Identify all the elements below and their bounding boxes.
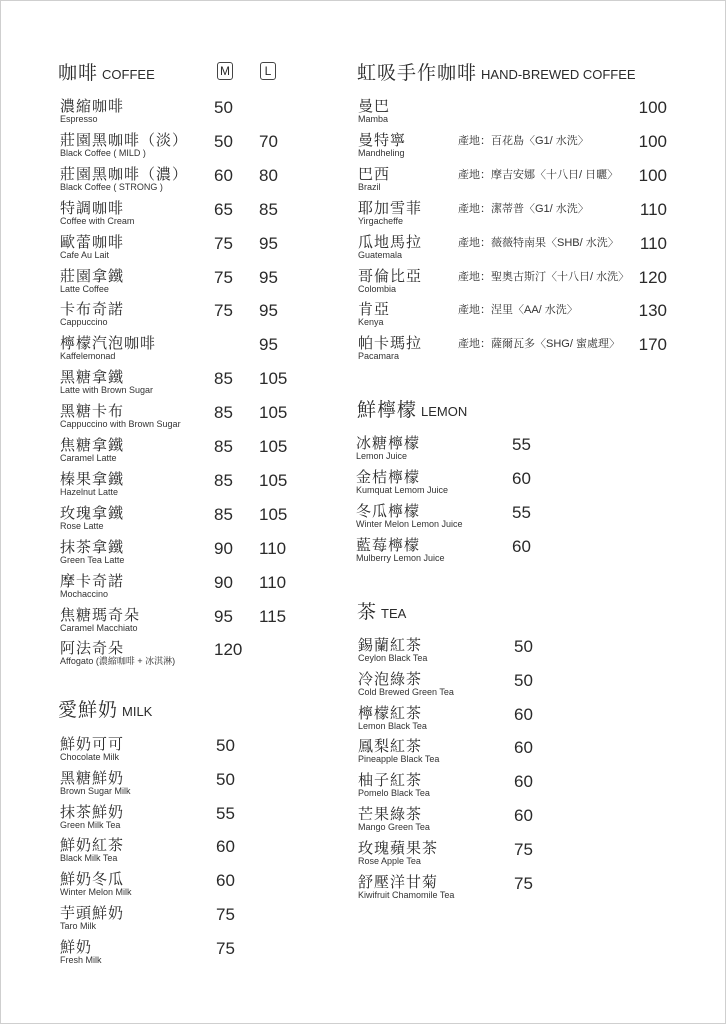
item-price: 100: [638, 131, 667, 151]
menu-item: [60, 268, 124, 295]
item-name-zh: 肯亞: [358, 300, 391, 319]
item-name-en: Affogato (濃縮咖啡 + 冰淇淋): [60, 656, 176, 667]
item-name-en: Latte Coffee: [60, 283, 109, 294]
price-medium: 85: [214, 369, 233, 389]
menu-item: [358, 637, 427, 664]
item-name-zh: 卡布奇諾: [60, 300, 125, 319]
item-price: 60: [514, 806, 533, 825]
item-name-en: Mulberry Lemon Juice: [356, 553, 445, 563]
menu-item: [358, 738, 439, 765]
menu-item: [358, 705, 427, 732]
item-price: 55: [216, 803, 235, 823]
item-name-en: Hazelnut Latte: [60, 486, 119, 497]
item-name-zh: 帕卡瑪拉: [358, 334, 423, 353]
menu-item: [358, 874, 454, 901]
handbrew-section-title: [357, 58, 636, 85]
item-price: 60: [216, 871, 235, 891]
menu-item: [60, 573, 124, 600]
item-price: 50: [514, 670, 533, 690]
price-medium: 90: [214, 538, 233, 558]
item-name-en: Kenya: [358, 317, 384, 328]
menu-item: [358, 301, 390, 328]
item-name-zh: 莊園拿鐵: [60, 266, 125, 285]
price-medium: 50: [214, 98, 233, 117]
item-price: 50: [216, 769, 235, 789]
item-name-zh: 摩卡奇諾: [60, 571, 125, 590]
price-medium: 95: [214, 606, 233, 626]
item-name-zh: 阿法奇朵: [60, 639, 125, 658]
item-name-en: Brown Sugar Milk: [60, 785, 131, 796]
milk-title-en: MILK: [122, 704, 153, 719]
menu-item: [358, 268, 422, 295]
price-medium: 75: [214, 267, 233, 287]
price-large: 105: [259, 504, 288, 524]
item-name-en: Brazil: [358, 181, 381, 192]
item-origin: 產地：聖奧古斯汀〈十八日/ 水洗〉: [458, 270, 630, 283]
menu-item: [356, 537, 445, 564]
item-name-en: Cold Brewed Green Tea: [358, 686, 454, 697]
item-name-en: Rose Latte: [60, 520, 104, 531]
price-large: 95: [259, 335, 278, 355]
item-name-zh: 藍莓檸檬: [356, 536, 421, 554]
menu-item: [358, 806, 430, 833]
item-origin: 產地：薇薇特南果〈SHB/ 水洗〉: [458, 236, 619, 249]
item-price: 75: [514, 839, 533, 859]
item-price: 120: [638, 267, 667, 287]
item-name-en: Kumquat Lemom Juice: [356, 485, 449, 495]
menu-item: [60, 837, 124, 864]
item-name-en: Cafe Au Lait: [60, 249, 110, 260]
item-name-en: Latte with Brown Sugar: [60, 385, 154, 396]
price-medium: 85: [214, 403, 233, 423]
item-name-en: Guatemala: [358, 249, 403, 260]
item-name-zh: 抹茶拿鐵: [60, 537, 125, 556]
item-name-zh: 黑糖鮮奶: [60, 768, 125, 787]
menu-item: [358, 132, 406, 159]
item-name-zh: 鮮奶冬瓜: [60, 870, 125, 889]
menu-item: [60, 200, 134, 227]
item-price: 130: [638, 301, 667, 321]
item-name-en: Green Milk Tea: [60, 819, 121, 830]
item-name-en: Green Tea Latte: [60, 554, 125, 565]
lemon-title-en: LEMON: [421, 404, 468, 419]
item-name-en: Kiwifruit Chamomile Tea: [358, 889, 455, 900]
tea-section-title: [357, 597, 406, 624]
price-large: 70: [259, 131, 278, 151]
price-medium: 90: [214, 572, 233, 592]
price-medium: 85: [214, 437, 233, 456]
lemon-section-title: [357, 395, 467, 422]
item-name-en: Winter Melon Lemon Juice: [356, 519, 463, 529]
handbrew-title-en: HAND-BREWED COFFEE: [481, 67, 636, 82]
price-medium: 65: [214, 199, 233, 219]
item-name-zh: 曼巴: [358, 97, 391, 115]
milk-section-title: [58, 695, 152, 722]
item-price: 75: [216, 905, 235, 924]
item-name-zh: 瓜地馬拉: [358, 232, 423, 251]
menu-item: [60, 640, 175, 667]
item-name-zh: 特調咖啡: [60, 198, 125, 217]
menu-item: [358, 772, 430, 799]
menu-item: [60, 234, 124, 261]
item-name-zh: 歐蕾咖啡: [60, 232, 125, 251]
price-large: 105: [259, 403, 288, 423]
item-name-en: Caramel Macchiato: [60, 622, 138, 633]
menu-item: [60, 736, 124, 763]
menu-item: [356, 435, 420, 462]
menu-item: [358, 234, 422, 261]
item-price: 110: [639, 233, 667, 253]
item-name-en: Winter Melon Milk: [60, 887, 132, 898]
price-large: 105: [259, 470, 288, 490]
menu-item: [60, 939, 102, 966]
menu-item: [358, 335, 422, 362]
item-name-en: Fresh Milk: [60, 954, 102, 965]
item-name-zh: 巴西: [358, 164, 391, 183]
menu-item: [60, 471, 124, 498]
item-price: 75: [216, 938, 235, 958]
item-name-en: Yirgacheffe: [358, 215, 404, 226]
price-medium: 85: [214, 504, 233, 524]
item-price: 60: [514, 772, 533, 792]
item-price: 170: [638, 335, 667, 355]
menu-item: [60, 905, 124, 932]
item-price: 55: [512, 435, 531, 454]
price-medium: 120: [214, 640, 243, 660]
item-name-en: Kaffelemonad: [60, 351, 116, 362]
price-large: 95: [259, 301, 278, 321]
item-name-zh: 鮮奶紅茶: [60, 836, 125, 855]
item-name-en: Mamba: [358, 114, 389, 124]
item-name-en: Chocolate Milk: [60, 752, 120, 762]
price-medium: 75: [214, 233, 233, 253]
handbrew-title-zh: 虹吸手作咖啡: [357, 62, 478, 84]
price-large: 80: [259, 165, 278, 185]
menu-item: [60, 539, 124, 566]
item-name-zh: 黑糖拿鐵: [60, 368, 125, 387]
item-name-zh: 冰糖檸檬: [356, 434, 421, 452]
item-name-en: Pacamara: [358, 351, 400, 362]
price-medium: 85: [214, 470, 233, 490]
item-price: 60: [216, 837, 235, 857]
item-name-zh: 莊園黑咖啡（濃）: [60, 164, 189, 183]
item-name-zh: 耶加雪菲: [358, 198, 423, 217]
item-name-en: Coffee with Cream: [60, 215, 135, 226]
price-large: 105: [259, 369, 288, 389]
item-name-en: Mochaccino: [60, 588, 109, 599]
item-name-zh: 焦糖瑪奇朵: [60, 605, 141, 624]
menu-item: [60, 607, 140, 634]
menu-item: [356, 503, 463, 530]
item-name-zh: 曼特寧: [358, 130, 407, 149]
item-price: 60: [512, 469, 531, 488]
item-name-zh: 芒果綠茶: [358, 805, 423, 823]
item-name-en: Black Coffee ( STRONG ): [60, 181, 163, 192]
menu-item: [358, 98, 390, 125]
menu-item: [358, 166, 390, 193]
item-name-en: Black Coffee ( MILD ): [60, 147, 146, 158]
item-name-en: Taro Milk: [60, 921, 97, 931]
item-name-zh: 冬瓜檸檬: [356, 502, 421, 520]
item-name-zh: 舒壓洋甘菊: [358, 872, 439, 891]
menu-item: [60, 505, 124, 532]
lemon-title-zh: 鮮檸檬: [357, 399, 418, 421]
item-name-en: Colombia: [358, 283, 397, 294]
item-origin: 產地：摩吉安娜〈十八日/ 日曬〉: [458, 168, 619, 181]
item-name-zh: 鮮奶可可: [60, 735, 125, 753]
price-large: 115: [259, 606, 287, 626]
item-name-zh: 濃縮咖啡: [60, 97, 125, 115]
item-name-zh: 鳳梨紅茶: [358, 737, 423, 756]
menu-item: [60, 804, 124, 831]
tea-title-en: TEA: [381, 606, 407, 621]
item-name-en: Rose Apple Tea: [358, 855, 421, 866]
item-name-en: Pineapple Black Tea: [358, 754, 440, 765]
price-large: 85: [259, 199, 278, 219]
item-name-zh: 鮮奶: [60, 937, 93, 956]
item-name-en: Cappuccino: [60, 317, 108, 328]
item-name-zh: 榛果拿鐵: [60, 469, 125, 488]
item-price: 75: [514, 873, 533, 893]
item-name-zh: 玫瑰蘋果茶: [358, 838, 439, 857]
item-price: 50: [514, 637, 533, 656]
price-large: 95: [259, 267, 278, 287]
size-m-badge: M: [217, 62, 233, 80]
item-name-en: Mango Green Tea: [358, 822, 430, 832]
item-name-zh: 錫蘭紅茶: [358, 636, 423, 654]
item-name-en: Cappuccino with Brown Sugar: [60, 419, 181, 430]
milk-title-zh: 愛鮮奶: [58, 699, 119, 721]
menu-item: [60, 301, 124, 328]
item-price: 55: [512, 503, 531, 522]
item-name-zh: 檸檬紅茶: [358, 703, 423, 722]
item-price: 60: [514, 704, 533, 724]
price-medium: 60: [214, 165, 233, 185]
price-large: 105: [259, 437, 288, 456]
item-name-zh: 焦糖拿鐵: [60, 436, 125, 454]
item-name-en: Mandheling: [358, 147, 405, 158]
item-name-en: Ceylon Black Tea: [358, 653, 428, 663]
tea-title-zh: 茶: [357, 601, 378, 623]
item-name-en: Pomelo Black Tea: [358, 788, 430, 799]
menu-item: [358, 671, 454, 698]
item-price: 100: [638, 98, 667, 117]
menu-item: [356, 469, 448, 496]
menu-item: [60, 166, 188, 193]
coffee-section-title: [58, 58, 155, 85]
menu-item: [60, 98, 124, 125]
item-name-en: Lemon Black Tea: [358, 720, 427, 731]
item-price: 110: [639, 199, 667, 219]
coffee-title-zh: 咖啡: [58, 62, 99, 84]
item-origin: 產地：薩爾瓦多〈SHG/ 蜜處理〉: [458, 338, 620, 351]
menu-item: [358, 200, 422, 227]
item-price: 50: [216, 736, 235, 755]
menu-item: [60, 132, 188, 159]
size-l-badge: L: [260, 62, 276, 80]
item-name-zh: 哥倫比亞: [358, 266, 423, 285]
item-name-zh: 柚子紅茶: [358, 771, 423, 790]
menu-item: [60, 403, 181, 430]
item-origin: 產地：百花島〈G1/ 水洗〉: [458, 134, 589, 147]
item-price: 100: [638, 165, 667, 185]
menu-item: [358, 840, 438, 867]
menu-item: [60, 770, 131, 797]
menu-item: [60, 369, 153, 396]
item-name-en: Caramel Latte: [60, 453, 117, 463]
item-origin: 產地：涅里〈AA/ 水洗〉: [458, 304, 578, 317]
item-name-zh: 芋頭鮮奶: [60, 904, 125, 922]
item-price: 60: [514, 738, 533, 758]
item-name-en: Lemon Juice: [356, 451, 408, 461]
item-name-zh: 冷泡綠茶: [358, 669, 423, 688]
item-name-zh: 抹茶鮮奶: [60, 802, 125, 821]
price-large: 95: [259, 233, 278, 253]
price-medium: 75: [214, 301, 233, 321]
menu-item: [60, 871, 132, 898]
item-name-en: Espresso: [60, 114, 98, 124]
menu-item: [60, 437, 124, 464]
coffee-title-en: COFFEE: [102, 67, 155, 82]
item-name-zh: 莊園黑咖啡（淡）: [60, 130, 189, 149]
item-origin: 產地：潔蒂普〈G1/ 水洗〉: [458, 202, 589, 215]
item-name-en: Black Milk Tea: [60, 853, 118, 864]
price-large: 110: [259, 572, 287, 592]
item-name-zh: 金桔檸檬: [356, 468, 421, 486]
item-name-zh: 黑糖卡布: [60, 402, 125, 421]
menu-item: [60, 335, 156, 362]
item-price: 60: [512, 537, 531, 556]
price-large: 110: [259, 538, 287, 558]
price-medium: 50: [214, 131, 233, 151]
item-name-zh: 檸檬汽泡咖啡: [60, 334, 157, 353]
item-name-zh: 玫瑰拿鐵: [60, 503, 125, 522]
